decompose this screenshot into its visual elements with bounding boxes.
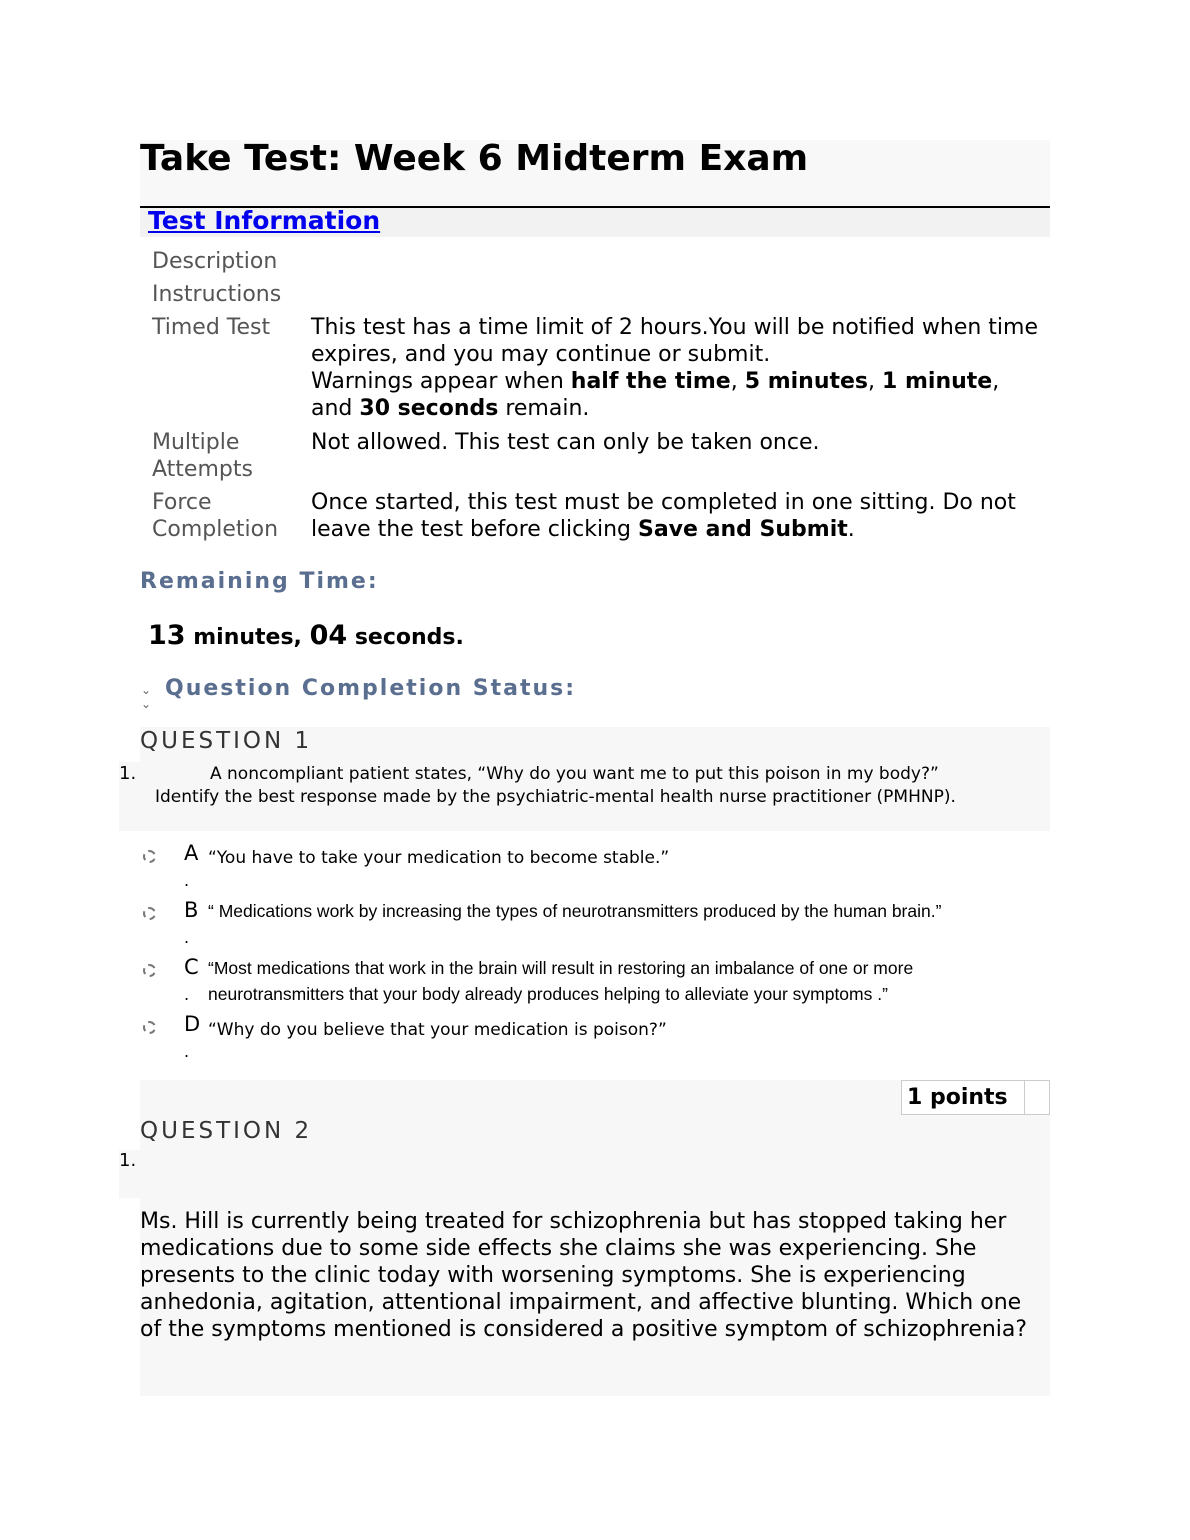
save-and-submit-reference: Save and Submit (637, 517, 848, 542)
option-b-radio[interactable] (143, 907, 156, 920)
warning-half-time: half the time (570, 369, 731, 394)
question-completion-status-heading[interactable]: Question Completion Status: (165, 676, 577, 701)
multiple-attempts-value: Not allowed. This test can only be taken once. (311, 430, 820, 455)
option-c-text-line2: neurotransmitters that your body already produces helping to alleviate your symptoms .” (208, 984, 888, 1004)
option-a-letter[interactable]: A (184, 841, 199, 865)
option-c-text-line1: “Most medications that work in the brain will result in restoring an imbalance of one or more (208, 958, 914, 978)
question-1-heading: QUESTION 1 (140, 728, 313, 754)
option-d-letter[interactable]: D (184, 1012, 201, 1036)
warnings-sep-2: , (868, 369, 883, 394)
timer-seconds: 04 (309, 620, 348, 651)
question-1-text-line1: A noncompliant patient states, “Why do you want me to put this poison in my body?” (210, 764, 939, 784)
timer-minutes-unit: minutes, (185, 625, 310, 650)
multiple-attempts-label (152, 429, 253, 483)
force-completion-period: . (847, 517, 855, 542)
question-2-number: 1. (119, 1150, 137, 1171)
timer-seconds-unit: seconds. (347, 625, 464, 650)
remaining-time-heading: Remaining Time: (140, 569, 379, 594)
option-a-dot: . (184, 871, 190, 890)
multiple-attempts-label-line1: Multiple (152, 430, 240, 455)
option-c-dot: . (184, 985, 190, 1004)
option-c-radio[interactable] (143, 964, 156, 977)
page-title: Take Test: Week 6 Midterm Exam (140, 138, 809, 179)
option-d-radio[interactable] (143, 1021, 156, 1034)
option-d-dot: . (184, 1042, 190, 1061)
warnings-sep-3: , and (311, 369, 1000, 421)
question-1-text (155, 763, 1035, 808)
option-b-letter[interactable]: B (184, 898, 199, 922)
points-side-cell (1024, 1080, 1050, 1115)
option-d-text[interactable]: “Why do you believe that your medication is poison?” (208, 1020, 667, 1040)
warnings-sep-1: , (730, 369, 745, 394)
question-1-points: 1 points (901, 1080, 1025, 1115)
timer-minutes: 13 (148, 620, 186, 651)
option-c-text[interactable] (208, 955, 1043, 1007)
warning-30-seconds: 30 seconds (359, 396, 499, 421)
description-label: Description (152, 249, 278, 274)
warnings-suffix: remain. (498, 396, 590, 421)
option-a-text[interactable]: “You have to take your medication to become stable.” (208, 848, 670, 868)
warning-5-minutes: 5 minutes (744, 369, 869, 394)
force-completion-label-line2: Completion (152, 517, 279, 542)
timed-test-warnings-text (311, 368, 1041, 422)
force-completion-value (311, 489, 1041, 543)
question-2-heading: QUESTION 2 (140, 1118, 313, 1144)
multiple-attempts-label-line2: Attempts (152, 457, 253, 482)
double-chevron-down-icon[interactable]: ⌄ ⌄ (141, 683, 152, 711)
option-c-letter[interactable]: C (184, 955, 199, 979)
test-information-link[interactable]: Test Information (148, 206, 381, 235)
option-b-text[interactable]: “ Medications work by increasing the types of neurotransmitters produced by the human brain.” (208, 901, 942, 921)
force-completion-label (152, 489, 278, 543)
question-2-text: Ms. Hill is currently being treated for schizophrenia but has stopped taking her medications due to some side effects she claims she was experiencing. She presents to the clinic today with worsening symptoms. She is experiencing anhedonia, agitation, attentional impairment, and affective blunting. Which one of the symptoms mentioned is considered a positive symptom of schizophrenia? (140, 1209, 1028, 1342)
remaining-time-value (148, 620, 464, 651)
force-completion-text: Once started, this test must be completed in one sitting. Do not leave the test before clicking (311, 490, 1016, 542)
option-b-dot: . (184, 928, 190, 947)
timed-test-label: Timed Test (152, 315, 271, 340)
force-completion-label-line1: Force (152, 490, 212, 515)
question-1-number: 1. (119, 763, 137, 784)
instructions-label: Instructions (152, 282, 282, 307)
warnings-prefix: Warnings appear when (311, 369, 571, 394)
option-a-radio[interactable] (143, 850, 156, 863)
warning-1-minute: 1 minute (882, 369, 993, 394)
question-1-text-rest: Identify the best response made by the psychiatric-mental health nurse practitioner (PMHNP). (155, 786, 956, 807)
timed-test-limit-text: This test has a time limit of 2 hours.You will be notified when time expires, and you may continue or submit. (311, 315, 1038, 367)
timed-test-value (311, 314, 1041, 422)
